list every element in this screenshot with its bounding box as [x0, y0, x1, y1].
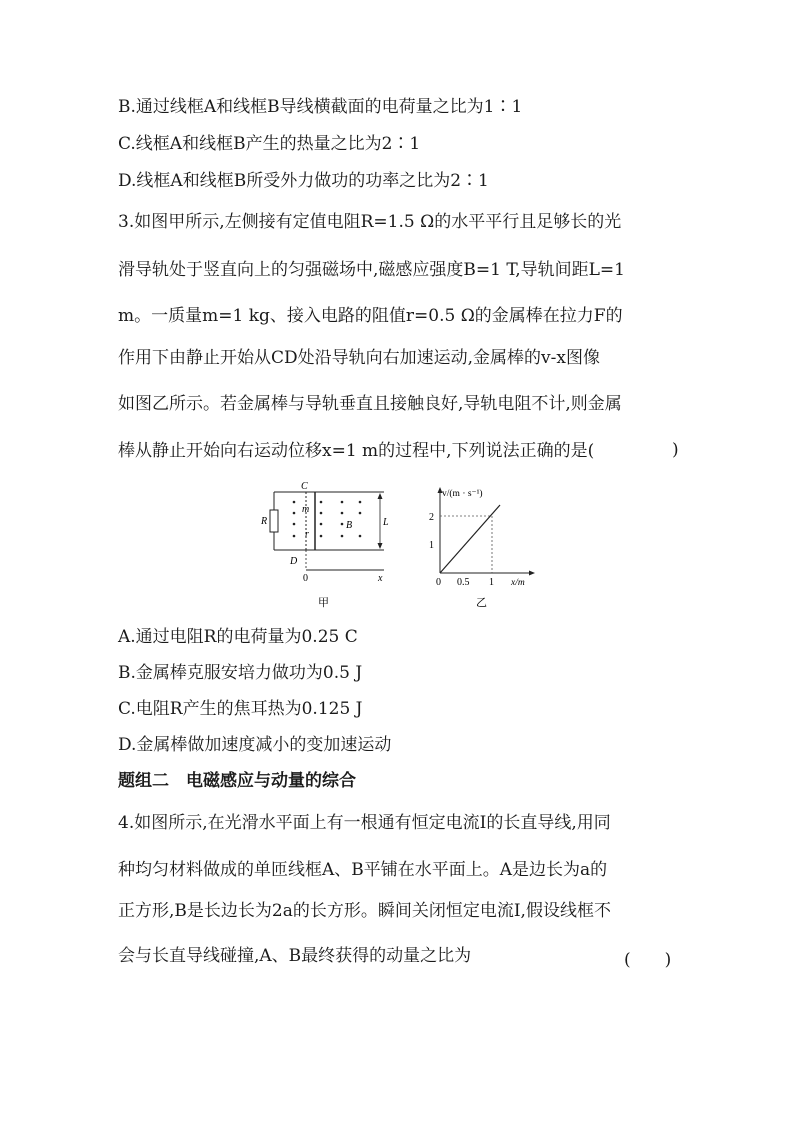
label-b: B [346, 520, 353, 531]
option-d-prev: D.线框A和线框B所受外力做功的功率之比为2∶1 [118, 171, 489, 191]
figure-yi-vx-graph [420, 478, 550, 613]
q3-line-3: m。一质量m=1 kg、接入电路的阻值r=0.5 Ω的金属棒在拉力F的 [118, 306, 623, 326]
q3-option-c: C.电阻R产生的焦耳热为0.125 J [118, 699, 363, 719]
label-m: m [302, 504, 310, 515]
section-title: 题组二 电磁感应与动量的综合 [118, 771, 356, 791]
caption-jia: 甲 [318, 597, 329, 609]
x-axis-label: x/m [511, 578, 525, 588]
q3-line-6: 棒从静止开始向右运动位移x=1 m的过程中,下列说法正确的是( [118, 441, 595, 461]
q3-line-2: 滑导轨处于竖直向上的匀强磁场中,磁感应强度B=1 T,导轨间距L=1 [118, 260, 625, 280]
x-tick-0: 0 [436, 577, 441, 588]
q4-line-3: 正方形,B是长边长为2a的长方形。瞬间关闭恒定电流I,假设线框不 [118, 901, 611, 921]
q3-line-5: 如图乙所示。若金属棒与导轨垂直且接触良好,导轨电阻不计,则金属 [118, 394, 622, 414]
q3-option-b: B.金属棒克服安培力做功为0.5 J [118, 663, 363, 683]
option-b-prev: B.通过线框A和线框B导线横截面的电荷量之比为1∶1 [118, 97, 523, 117]
label-d: D [290, 556, 298, 567]
resistor-r [270, 510, 278, 532]
x-tick-1: 1 [489, 577, 494, 588]
q3-answer-paren: ) [672, 440, 679, 460]
caption-yi: 乙 [476, 597, 487, 609]
label-c: C [301, 481, 308, 492]
q3-option-d: D.金属棒做加速度减小的变加速运动 [118, 735, 392, 755]
vx-line [440, 505, 500, 573]
label-x: x [378, 573, 383, 584]
y-axis-label: v/(m · s⁻¹) [442, 489, 483, 499]
q4-line-1: 4.如图所示,在光滑水平面上有一根通有恒定电流I的长直导线,用同 [118, 813, 611, 833]
y-tick-1: 1 [429, 540, 434, 551]
q3-line-1: 3.如图甲所示,左侧接有定值电阻R=1.5 Ω的水平平行且足够长的光 [118, 212, 622, 232]
q4-line-2: 种均匀材料做成的单匝线框A、B平铺在水平面上。A是边长为a的 [118, 860, 608, 880]
figure-jia [250, 478, 400, 613]
label-r-small: r [305, 529, 309, 540]
q3-line-4: 作用下由静止开始从CD处沿导轨向右加速运动,金属棒的v-x图像 [118, 348, 600, 368]
label-l: L [383, 517, 389, 528]
label-origin: 0 [303, 573, 308, 584]
q4-line-4: 会与长直导线碰撞,A、B最终获得的动量之比为 [118, 946, 472, 966]
q3-option-a: A.通过电阻R的电荷量为0.25 C [118, 627, 358, 647]
y-tick-2: 2 [429, 512, 434, 523]
label-r-big: R [261, 516, 268, 527]
q4-answer-paren: ( ) [624, 950, 672, 970]
option-c-prev: C.线框A和线框B产生的热量之比为2∶1 [118, 134, 421, 154]
x-tick-0-5: 0.5 [457, 577, 470, 588]
